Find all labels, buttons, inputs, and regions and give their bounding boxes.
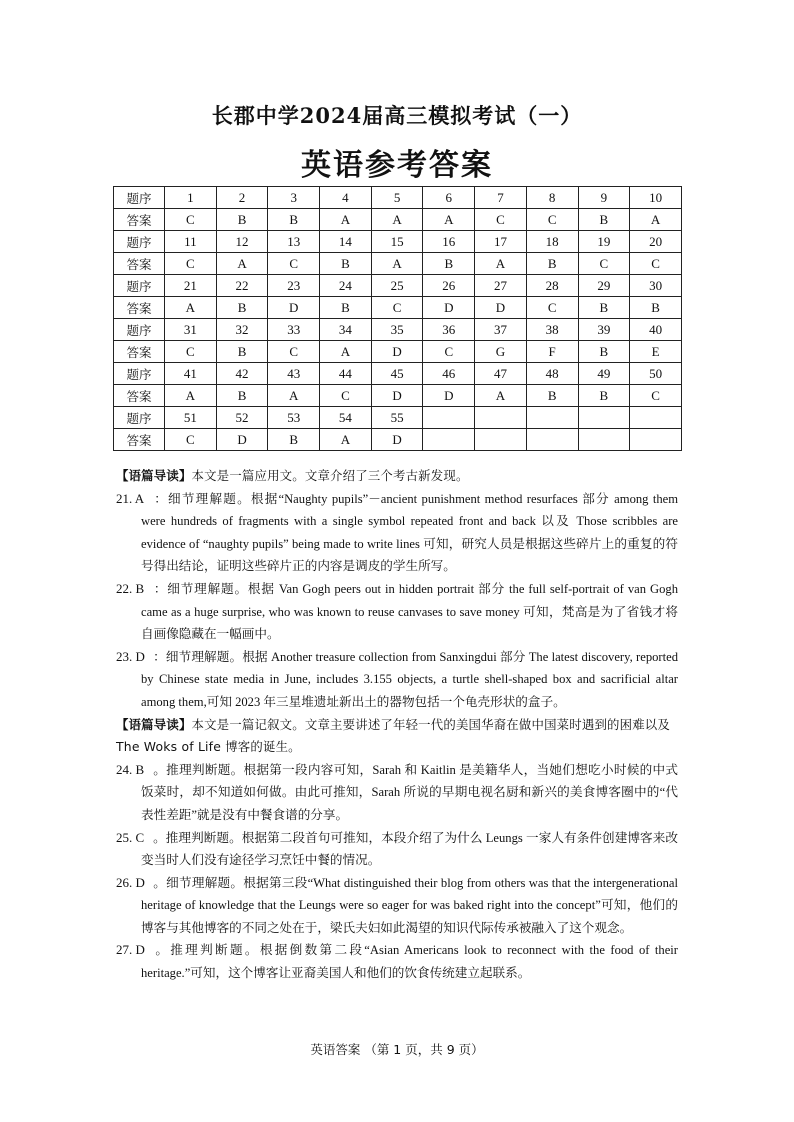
question-number-cell [423, 407, 475, 429]
answer-cell: C [320, 385, 372, 407]
answer-row [114, 253, 682, 275]
item-number: 25. C [116, 829, 145, 845]
question-number-cell: 51 [165, 407, 217, 429]
explanation-item [116, 488, 678, 578]
question-number-cell: 1 [165, 187, 217, 209]
question-number-cell: 14 [320, 231, 372, 253]
question-number-cell: 47 [475, 363, 527, 385]
answer-cell: B [268, 429, 320, 451]
question-number-cell: 40 [630, 319, 682, 341]
question-number-cell: 29 [578, 275, 630, 297]
question-number-cell: 6 [423, 187, 475, 209]
explanations [116, 465, 678, 985]
answer-cell: D [423, 385, 475, 407]
question-number-cell: 54 [320, 407, 372, 429]
page-footer: 英语答案 （第 1 页，共 9 页） [310, 1042, 484, 1057]
answer-cell: A [630, 209, 682, 231]
answer-cell: B [526, 385, 578, 407]
item-text: 。细节理解题。根据第三段“What distinguished their blog from others was that the intergenerational heritage of knowledge that the Leungs were so eager for was baked right into the concept”可知，他们的博客与其他博客的不同之处在于，梁氏夫妇如此渴望的知识代际传承被融入了这个观念。 [141, 875, 678, 935]
passage-guide [116, 465, 678, 488]
item-number: 23. D [116, 648, 145, 664]
question-number-cell [630, 407, 682, 429]
question-number-cell: 4 [320, 187, 372, 209]
question-number-cell: 48 [526, 363, 578, 385]
answer-cell: C [165, 209, 217, 231]
question-number-cell: 52 [216, 407, 268, 429]
answer-cell [526, 429, 578, 451]
question-number-cell: 39 [578, 319, 630, 341]
question-number-cell: 11 [165, 231, 217, 253]
row-label: 题序 [114, 319, 165, 341]
question-number-row [114, 231, 682, 253]
answer-cell: A [371, 253, 423, 275]
row-label: 答案 [114, 341, 165, 363]
explanation-item [116, 578, 678, 646]
answer-cell: A [320, 341, 372, 363]
answer-cell: A [475, 253, 527, 275]
question-number-row [114, 319, 682, 341]
answer-cell: B [268, 209, 320, 231]
answer-cell: D [371, 341, 423, 363]
answer-cell: C [578, 253, 630, 275]
answer-cell: A [216, 253, 268, 275]
question-number-cell: 53 [268, 407, 320, 429]
question-number-cell: 3 [268, 187, 320, 209]
question-number-cell: 32 [216, 319, 268, 341]
question-number-cell: 43 [268, 363, 320, 385]
question-number-cell: 9 [578, 187, 630, 209]
question-number-cell: 20 [630, 231, 682, 253]
item-text: ：细节理解题。根据 Van Gogh peers out in hidden portrait 部分 the full self-portrait of van Gogh came as a huge surprise, who was known to reuse canvases to save money 可知，梵高是为了省钱才将自画像隐藏在一幅画中。 [141, 581, 678, 642]
answer-cell: C [423, 341, 475, 363]
answer-row [114, 341, 682, 363]
answer-cell: A [165, 297, 217, 319]
answer-cell: F [526, 341, 578, 363]
answer-cell: E [630, 341, 682, 363]
page-title: 长郡中学2024届高三模拟考试（一） [211, 103, 583, 128]
question-number-cell: 37 [475, 319, 527, 341]
answer-cell: C [165, 429, 217, 451]
question-number-cell [475, 407, 527, 429]
question-number-cell: 41 [165, 363, 217, 385]
question-number-cell: 45 [371, 363, 423, 385]
question-number-cell: 49 [578, 363, 630, 385]
answer-cell: C [526, 297, 578, 319]
question-number-cell: 13 [268, 231, 320, 253]
answer-cell: B [216, 209, 268, 231]
explanation-item [116, 872, 678, 940]
explanation-item [116, 939, 678, 984]
question-number-cell: 26 [423, 275, 475, 297]
answer-cell: B [578, 209, 630, 231]
explanation-item [116, 646, 678, 714]
answer-cell: D [371, 385, 423, 407]
passage-guide [116, 714, 678, 759]
question-number-row [114, 363, 682, 385]
answer-cell: B [578, 341, 630, 363]
answer-cell: D [216, 429, 268, 451]
guide-label: 【语篇导读】 [116, 468, 192, 483]
answer-cell: C [165, 253, 217, 275]
question-number-cell: 36 [423, 319, 475, 341]
question-number-cell: 44 [320, 363, 372, 385]
question-number-cell: 31 [165, 319, 217, 341]
question-number-cell: 42 [216, 363, 268, 385]
answer-cell: C [371, 297, 423, 319]
question-number-cell: 24 [320, 275, 372, 297]
answer-cell: A [423, 209, 475, 231]
answer-row [114, 429, 682, 451]
question-number-cell: 50 [630, 363, 682, 385]
question-number-cell: 15 [371, 231, 423, 253]
answer-cell: D [423, 297, 475, 319]
page-subtitle: 英语参考答案 [301, 148, 493, 183]
answer-cell: D [268, 297, 320, 319]
question-number-cell: 19 [578, 231, 630, 253]
explanation-item [116, 827, 678, 872]
answer-cell: B [216, 341, 268, 363]
answer-cell: D [371, 429, 423, 451]
item-number: 26. D [116, 874, 145, 890]
question-number-cell: 18 [526, 231, 578, 253]
answer-cell: B [526, 253, 578, 275]
explanation-item [116, 759, 678, 827]
item-text: ：细节理解题。根据 Another treasure collection from Sanxingdui 部分 The latest discovery, reported by Chinese state media in June, includes 3.155 objects, a turtle shell-shaped box and sacrificial altar among them,可知 2023 年三星堆遗址新出土的器物包括一个龟壳形状的盒子。 [141, 649, 678, 709]
row-label: 题序 [114, 187, 165, 209]
question-number-row [114, 275, 682, 297]
question-number-cell: 33 [268, 319, 320, 341]
answer-cell: A [475, 385, 527, 407]
answer-cell: B [423, 253, 475, 275]
guide-text: 本文是一篇记叙文。文章主要讲述了年轻一代的美国华裔在做中国菜时遇到的困难以及 The Woks of Life 博客的诞生。 [116, 716, 670, 755]
answer-row [114, 209, 682, 231]
answer-cell: B [578, 297, 630, 319]
guide-text: 本文是一篇应用文。文章介绍了三个考古新发现。 [191, 468, 469, 483]
answer-cell [475, 429, 527, 451]
question-number-cell: 30 [630, 275, 682, 297]
guide-label: 【语篇导读】 [116, 716, 192, 732]
row-label: 题序 [114, 363, 165, 385]
question-number-cell: 7 [475, 187, 527, 209]
answer-cell: C [165, 341, 217, 363]
answer-cell: B [320, 253, 372, 275]
question-number-cell: 23 [268, 275, 320, 297]
answer-cell [423, 429, 475, 451]
row-label: 题序 [114, 275, 165, 297]
answer-cell: C [630, 253, 682, 275]
row-label: 答案 [114, 385, 165, 407]
question-number-cell: 55 [371, 407, 423, 429]
row-label: 答案 [114, 209, 165, 231]
answer-cell: A [320, 429, 372, 451]
question-number-cell: 38 [526, 319, 578, 341]
question-number-cell: 25 [371, 275, 423, 297]
row-label: 题序 [114, 407, 165, 429]
answer-row [114, 297, 682, 319]
answer-cell: B [216, 297, 268, 319]
answer-cell: C [526, 209, 578, 231]
question-number-cell: 17 [475, 231, 527, 253]
answer-cell [630, 429, 682, 451]
question-number-row [114, 187, 682, 209]
item-text: ：细节理解题。根据“Naughty pupils”－ancient punishment method resurfaces 部分 among them were hundreds of fragments with a single symbol repeated front and back 以及 Those scribbles are evidence of “naughty pupils” being made to write lines 可知，研究人员是根据这些碎片上的重复的符号得出结论，证明这些碎片正的内容是调皮的学生所写。 [141, 491, 678, 574]
answer-cell: C [268, 341, 320, 363]
question-number-row [114, 407, 682, 429]
answer-cell: B [630, 297, 682, 319]
answer-cell: A [320, 209, 372, 231]
question-number-cell: 5 [371, 187, 423, 209]
item-number: 22. B [116, 580, 145, 596]
question-number-cell: 16 [423, 231, 475, 253]
answer-cell: C [630, 385, 682, 407]
item-number: 24. B [116, 761, 145, 777]
item-text: 。推理判断题。根据倒数第二段“Asian Americans look to reconnect with the food of their heritage.”可知，这个博客让亚裔美国人和他们的饮食传统建立起联系。 [141, 943, 678, 981]
row-label: 答案 [114, 429, 165, 451]
answer-cell: G [475, 341, 527, 363]
answer-cell: A [371, 209, 423, 231]
answer-cell: A [165, 385, 217, 407]
item-number: 21. A [116, 490, 145, 506]
answer-row [114, 385, 682, 407]
row-label: 答案 [114, 297, 165, 319]
answer-cell: D [475, 297, 527, 319]
question-number-cell [526, 407, 578, 429]
answer-cell: B [216, 385, 268, 407]
answer-cell: C [268, 253, 320, 275]
answer-cell: C [475, 209, 527, 231]
question-number-cell: 27 [475, 275, 527, 297]
question-number-cell: 21 [165, 275, 217, 297]
question-number-cell: 12 [216, 231, 268, 253]
item-text: 。推理判断题。根据第一段内容可知，Sarah 和 Kaitlin 是美籍华人，当她们想吃小时候的中式饭菜时，却不知道如何做。由此可推知，Sarah 所说的早期电视名厨和新兴的美食博客圈中的“代表性差距”就是没有中餐食谱的分享。 [141, 762, 678, 822]
question-number-cell: 35 [371, 319, 423, 341]
question-number-cell: 2 [216, 187, 268, 209]
answer-cell: B [578, 385, 630, 407]
item-number: 27. D [116, 942, 145, 958]
answer-table [113, 186, 682, 451]
row-label: 答案 [114, 253, 165, 275]
row-label: 题序 [114, 231, 165, 253]
answer-cell: A [268, 385, 320, 407]
question-number-cell: 10 [630, 187, 682, 209]
item-text: 。推理判断题。根据第二段首句可推知，本段介绍了为什么 Leungs 一家人有条件创建博客来改变当时人们没有途径学习烹饪中餐的情况。 [141, 830, 678, 868]
question-number-cell: 28 [526, 275, 578, 297]
answer-cell [578, 429, 630, 451]
question-number-cell [578, 407, 630, 429]
question-number-cell: 34 [320, 319, 372, 341]
answer-cell: B [320, 297, 372, 319]
question-number-cell: 46 [423, 363, 475, 385]
question-number-cell: 8 [526, 187, 578, 209]
question-number-cell: 22 [216, 275, 268, 297]
